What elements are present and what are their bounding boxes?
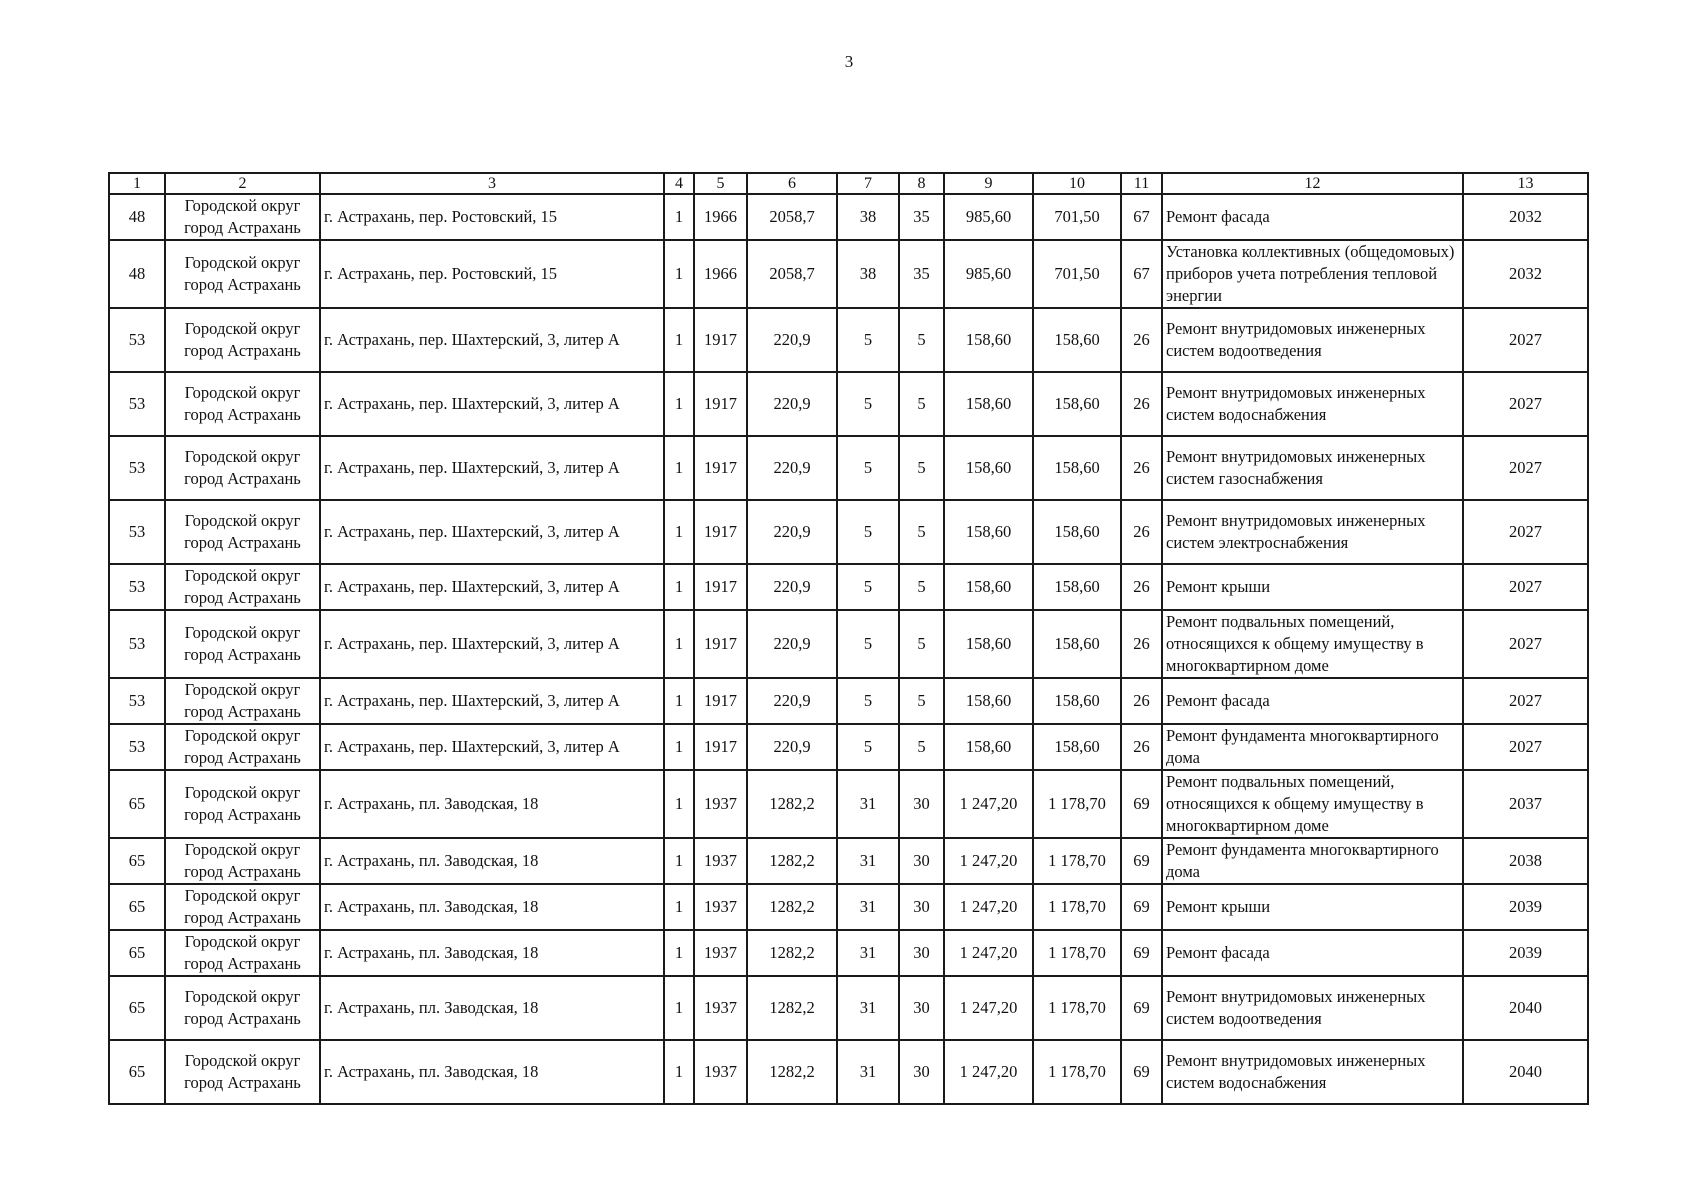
table-row (109, 610, 1588, 678)
col7-cell: 5 (837, 564, 899, 610)
col11-cell: 26 (1121, 500, 1162, 564)
address-cell: г. Астрахань, пер. Шахтерский, 3, литер А (320, 436, 664, 500)
col8-cell: 30 (899, 838, 944, 884)
work-type-cell: Ремонт внутридомовых инженерных систем водоотведения (1162, 976, 1463, 1040)
municipality-cell: Городской округ город Астрахань (165, 884, 320, 930)
plan-year-cell: 2027 (1463, 500, 1588, 564)
total-area-cell: 1282,2 (747, 770, 837, 838)
repair-program-table (108, 172, 1589, 1105)
col10-area-cell: 158,60 (1033, 564, 1121, 610)
work-type-cell: Ремонт внутридомовых инженерных систем водоснабжения (1162, 1040, 1463, 1104)
year-cell: 1917 (694, 436, 747, 500)
column-number-row (109, 173, 1588, 194)
table-row (109, 930, 1588, 976)
col4-cell: 1 (664, 678, 694, 724)
total-area-cell: 1282,2 (747, 884, 837, 930)
col11-cell: 69 (1121, 770, 1162, 838)
col10-area-cell: 701,50 (1033, 194, 1121, 240)
col9-area-cell: 158,60 (944, 564, 1033, 610)
col4-cell: 1 (664, 770, 694, 838)
col4-cell: 1 (664, 610, 694, 678)
plan-year-cell: 2038 (1463, 838, 1588, 884)
address-cell: г. Астрахань, пер. Ростовский, 15 (320, 194, 664, 240)
col9-area-cell: 158,60 (944, 724, 1033, 770)
table-row (109, 194, 1588, 240)
col7-cell: 31 (837, 770, 899, 838)
table-row (109, 500, 1588, 564)
municipality-cell: Городской округ город Астрахань (165, 770, 320, 838)
plan-year-cell: 2039 (1463, 930, 1588, 976)
work-type-cell: Ремонт крыши (1162, 884, 1463, 930)
col11-cell: 67 (1121, 194, 1162, 240)
col10-area-cell: 158,60 (1033, 724, 1121, 770)
col8-cell: 5 (899, 372, 944, 436)
work-type-cell: Ремонт фундамента многоквартирного дома (1162, 838, 1463, 884)
total-area-cell: 1282,2 (747, 838, 837, 884)
municipality-cell: Городской округ город Астрахань (165, 838, 320, 884)
column-header: 8 (899, 173, 944, 194)
col7-cell: 31 (837, 930, 899, 976)
col8-cell: 5 (899, 436, 944, 500)
column-header: 11 (1121, 173, 1162, 194)
work-type-cell: Ремонт фасада (1162, 930, 1463, 976)
col8-cell: 30 (899, 884, 944, 930)
row-number: 48 (109, 240, 165, 308)
column-header: 5 (694, 173, 747, 194)
col9-area-cell: 158,60 (944, 678, 1033, 724)
col10-area-cell: 158,60 (1033, 678, 1121, 724)
total-area-cell: 220,9 (747, 436, 837, 500)
row-number: 65 (109, 770, 165, 838)
row-number: 53 (109, 500, 165, 564)
table-row (109, 564, 1588, 610)
col11-cell: 26 (1121, 372, 1162, 436)
municipality-cell: Городской округ город Астрахань (165, 610, 320, 678)
column-header: 2 (165, 173, 320, 194)
col11-cell: 26 (1121, 564, 1162, 610)
plan-year-cell: 2032 (1463, 240, 1588, 308)
col10-area-cell: 1 178,70 (1033, 976, 1121, 1040)
total-area-cell: 2058,7 (747, 240, 837, 308)
work-type-cell: Установка коллективных (общедомовых) приборов учета потребления тепловой энергии (1162, 240, 1463, 308)
col7-cell: 5 (837, 308, 899, 372)
col11-cell: 26 (1121, 724, 1162, 770)
municipality-cell: Городской округ город Астрахань (165, 930, 320, 976)
col10-area-cell: 1 178,70 (1033, 1040, 1121, 1104)
page-number: 3 (844, 52, 854, 71)
col11-cell: 69 (1121, 976, 1162, 1040)
col7-cell: 31 (837, 1040, 899, 1104)
year-cell: 1917 (694, 678, 747, 724)
work-type-cell: Ремонт внутридомовых инженерных систем электроснабжения (1162, 500, 1463, 564)
address-cell: г. Астрахань, пл. Заводская, 18 (320, 884, 664, 930)
col10-area-cell: 1 178,70 (1033, 838, 1121, 884)
column-header: 4 (664, 173, 694, 194)
row-number: 53 (109, 678, 165, 724)
row-number: 65 (109, 884, 165, 930)
address-cell: г. Астрахань, пер. Шахтерский, 3, литер А (320, 724, 664, 770)
col9-area-cell: 158,60 (944, 500, 1033, 564)
municipality-cell: Городской округ город Астрахань (165, 1040, 320, 1104)
table-row (109, 724, 1588, 770)
plan-year-cell: 2027 (1463, 308, 1588, 372)
col9-area-cell: 985,60 (944, 240, 1033, 308)
row-number: 53 (109, 308, 165, 372)
work-type-cell: Ремонт фасада (1162, 678, 1463, 724)
work-type-cell: Ремонт подвальных помещений, относящихся к общему имуществу в многоквартирном доме (1162, 610, 1463, 678)
year-cell: 1917 (694, 372, 747, 436)
table-row (109, 884, 1588, 930)
total-area-cell: 220,9 (747, 724, 837, 770)
table-row (109, 308, 1588, 372)
plan-year-cell: 2040 (1463, 1040, 1588, 1104)
column-header: 10 (1033, 173, 1121, 194)
municipality-cell: Городской округ город Астрахань (165, 308, 320, 372)
municipality-cell: Городской округ город Астрахань (165, 724, 320, 770)
row-number: 53 (109, 610, 165, 678)
col7-cell: 38 (837, 240, 899, 308)
col10-area-cell: 158,60 (1033, 372, 1121, 436)
col8-cell: 35 (899, 194, 944, 240)
plan-year-cell: 2032 (1463, 194, 1588, 240)
total-area-cell: 220,9 (747, 678, 837, 724)
col8-cell: 35 (899, 240, 944, 308)
col4-cell: 1 (664, 884, 694, 930)
plan-year-cell: 2039 (1463, 884, 1588, 930)
table-row (109, 1040, 1588, 1104)
table-row (109, 770, 1588, 838)
column-header: 9 (944, 173, 1033, 194)
work-type-cell: Ремонт фундамента многоквартирного дома (1162, 724, 1463, 770)
address-cell: г. Астрахань, пл. Заводская, 18 (320, 930, 664, 976)
col4-cell: 1 (664, 194, 694, 240)
col9-area-cell: 985,60 (944, 194, 1033, 240)
address-cell: г. Астрахань, пл. Заводская, 18 (320, 838, 664, 884)
col10-area-cell: 158,60 (1033, 308, 1121, 372)
municipality-cell: Городской округ город Астрахань (165, 372, 320, 436)
year-cell: 1917 (694, 564, 747, 610)
col11-cell: 26 (1121, 436, 1162, 500)
row-number: 53 (109, 372, 165, 436)
col9-area-cell: 1 247,20 (944, 770, 1033, 838)
year-cell: 1917 (694, 610, 747, 678)
col7-cell: 31 (837, 838, 899, 884)
col8-cell: 30 (899, 976, 944, 1040)
col9-area-cell: 1 247,20 (944, 838, 1033, 884)
total-area-cell: 220,9 (747, 564, 837, 610)
col7-cell: 5 (837, 724, 899, 770)
col4-cell: 1 (664, 500, 694, 564)
col4-cell: 1 (664, 564, 694, 610)
col7-cell: 5 (837, 372, 899, 436)
year-cell: 1917 (694, 724, 747, 770)
col8-cell: 30 (899, 1040, 944, 1104)
plan-year-cell: 2027 (1463, 436, 1588, 500)
address-cell: г. Астрахань, пер. Ростовский, 15 (320, 240, 664, 308)
col4-cell: 1 (664, 308, 694, 372)
municipality-cell: Городской округ город Астрахань (165, 436, 320, 500)
plan-year-cell: 2027 (1463, 372, 1588, 436)
address-cell: г. Астрахань, пер. Шахтерский, 3, литер А (320, 564, 664, 610)
col8-cell: 5 (899, 678, 944, 724)
address-cell: г. Астрахань, пл. Заводская, 18 (320, 1040, 664, 1104)
column-header: 12 (1162, 173, 1463, 194)
col11-cell: 69 (1121, 1040, 1162, 1104)
address-cell: г. Астрахань, пл. Заводская, 18 (320, 976, 664, 1040)
col4-cell: 1 (664, 436, 694, 500)
table-row (109, 678, 1588, 724)
col11-cell: 26 (1121, 610, 1162, 678)
address-cell: г. Астрахань, пер. Шахтерский, 3, литер А (320, 372, 664, 436)
plan-year-cell: 2040 (1463, 976, 1588, 1040)
col9-area-cell: 1 247,20 (944, 930, 1033, 976)
col4-cell: 1 (664, 838, 694, 884)
col9-area-cell: 1 247,20 (944, 1040, 1033, 1104)
municipality-cell: Городской округ город Астрахань (165, 678, 320, 724)
row-number: 53 (109, 724, 165, 770)
col4-cell: 1 (664, 1040, 694, 1104)
year-cell: 1966 (694, 194, 747, 240)
table-row (109, 372, 1588, 436)
municipality-cell: Городской округ город Астрахань (165, 976, 320, 1040)
total-area-cell: 220,9 (747, 308, 837, 372)
col7-cell: 31 (837, 976, 899, 1040)
municipality-cell: Городской округ город Астрахань (165, 194, 320, 240)
plan-year-cell: 2027 (1463, 564, 1588, 610)
col11-cell: 69 (1121, 884, 1162, 930)
total-area-cell: 220,9 (747, 372, 837, 436)
col9-area-cell: 158,60 (944, 308, 1033, 372)
col7-cell: 38 (837, 194, 899, 240)
col4-cell: 1 (664, 930, 694, 976)
total-area-cell: 1282,2 (747, 1040, 837, 1104)
col4-cell: 1 (664, 724, 694, 770)
col8-cell: 5 (899, 610, 944, 678)
column-header: 6 (747, 173, 837, 194)
municipality-cell: Городской округ город Астрахань (165, 500, 320, 564)
col8-cell: 5 (899, 308, 944, 372)
col9-area-cell: 158,60 (944, 610, 1033, 678)
row-number: 53 (109, 436, 165, 500)
col10-area-cell: 158,60 (1033, 436, 1121, 500)
address-cell: г. Астрахань, пер. Шахтерский, 3, литер А (320, 678, 664, 724)
year-cell: 1917 (694, 500, 747, 564)
year-cell: 1937 (694, 770, 747, 838)
work-type-cell: Ремонт внутридомовых инженерных систем газоснабжения (1162, 436, 1463, 500)
column-header: 13 (1463, 173, 1588, 194)
plan-year-cell: 2027 (1463, 724, 1588, 770)
col9-area-cell: 158,60 (944, 372, 1033, 436)
municipality-cell: Городской округ город Астрахань (165, 240, 320, 308)
col4-cell: 1 (664, 240, 694, 308)
total-area-cell: 2058,7 (747, 194, 837, 240)
year-cell: 1937 (694, 930, 747, 976)
table-row (109, 838, 1588, 884)
col7-cell: 5 (837, 678, 899, 724)
work-type-cell: Ремонт фасада (1162, 194, 1463, 240)
row-number: 65 (109, 976, 165, 1040)
col11-cell: 69 (1121, 838, 1162, 884)
plan-year-cell: 2027 (1463, 610, 1588, 678)
column-header: 3 (320, 173, 664, 194)
work-type-cell: Ремонт внутридомовых инженерных систем водоснабжения (1162, 372, 1463, 436)
row-number: 65 (109, 1040, 165, 1104)
column-header: 7 (837, 173, 899, 194)
column-header: 1 (109, 173, 165, 194)
col8-cell: 5 (899, 724, 944, 770)
address-cell: г. Астрахань, пл. Заводская, 18 (320, 770, 664, 838)
col4-cell: 1 (664, 976, 694, 1040)
address-cell: г. Астрахань, пер. Шахтерский, 3, литер А (320, 500, 664, 564)
col8-cell: 5 (899, 564, 944, 610)
col11-cell: 67 (1121, 240, 1162, 308)
row-number: 48 (109, 194, 165, 240)
address-cell: г. Астрахань, пер. Шахтерский, 3, литер А (320, 308, 664, 372)
row-number: 53 (109, 564, 165, 610)
work-type-cell: Ремонт подвальных помещений, относящихся к общему имуществу в многоквартирном доме (1162, 770, 1463, 838)
col8-cell: 30 (899, 770, 944, 838)
table-row (109, 240, 1588, 308)
col9-area-cell: 158,60 (944, 436, 1033, 500)
row-number: 65 (109, 838, 165, 884)
table-row (109, 976, 1588, 1040)
work-type-cell: Ремонт крыши (1162, 564, 1463, 610)
total-area-cell: 1282,2 (747, 976, 837, 1040)
col7-cell: 5 (837, 500, 899, 564)
col11-cell: 69 (1121, 930, 1162, 976)
col10-area-cell: 158,60 (1033, 610, 1121, 678)
row-number: 65 (109, 930, 165, 976)
col8-cell: 5 (899, 500, 944, 564)
col7-cell: 5 (837, 610, 899, 678)
total-area-cell: 220,9 (747, 610, 837, 678)
col9-area-cell: 1 247,20 (944, 884, 1033, 930)
col11-cell: 26 (1121, 678, 1162, 724)
col10-area-cell: 1 178,70 (1033, 884, 1121, 930)
year-cell: 1937 (694, 976, 747, 1040)
year-cell: 1937 (694, 884, 747, 930)
col8-cell: 30 (899, 930, 944, 976)
table-row (109, 436, 1588, 500)
col10-area-cell: 1 178,70 (1033, 930, 1121, 976)
col9-area-cell: 1 247,20 (944, 976, 1033, 1040)
col10-area-cell: 701,50 (1033, 240, 1121, 308)
col4-cell: 1 (664, 372, 694, 436)
col7-cell: 31 (837, 884, 899, 930)
work-type-cell: Ремонт внутридомовых инженерных систем водоотведения (1162, 308, 1463, 372)
year-cell: 1917 (694, 308, 747, 372)
total-area-cell: 220,9 (747, 500, 837, 564)
year-cell: 1937 (694, 838, 747, 884)
total-area-cell: 1282,2 (747, 930, 837, 976)
address-cell: г. Астрахань, пер. Шахтерский, 3, литер А (320, 610, 664, 678)
col10-area-cell: 158,60 (1033, 500, 1121, 564)
year-cell: 1966 (694, 240, 747, 308)
plan-year-cell: 2027 (1463, 678, 1588, 724)
year-cell: 1937 (694, 1040, 747, 1104)
plan-year-cell: 2037 (1463, 770, 1588, 838)
municipality-cell: Городской округ город Астрахань (165, 564, 320, 610)
col7-cell: 5 (837, 436, 899, 500)
col11-cell: 26 (1121, 308, 1162, 372)
col10-area-cell: 1 178,70 (1033, 770, 1121, 838)
